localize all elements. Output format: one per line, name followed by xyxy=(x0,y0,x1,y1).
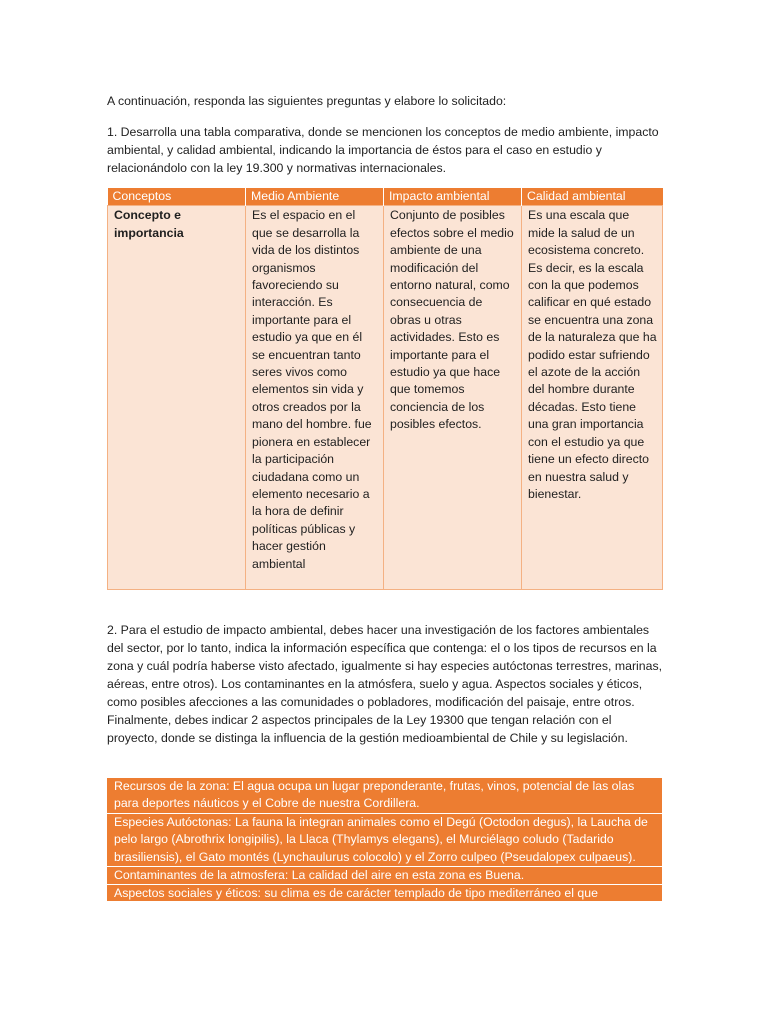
table-row xyxy=(108,206,663,590)
answer-contaminantes: Contaminantes de la atmosfera: La calidad del aire en esta zona es Buena. xyxy=(107,867,662,885)
answer-especies: Especies Autóctonas: La fauna la integran animales como el Degú (Octodon degus), la Laucha de pelo largo (Abrothrix longipilis), la Llaca (Thylamys elegans), el Murciélago coludo (Tadarido brasiliensis), el Gato montés (Lynchaulurus colocolo) y el Zorro culpeo (Pseudalopex culpaeus). xyxy=(107,814,662,867)
cell-medio-ambiente: Es el espacio en el que se desarrolla la vida de los distintos organismos favoreciendo su interacción. Es importante para el estudio ya que en él se encuentran tanto seres vivos como elementos sin vida y otros creados por la mano del hombre. fue pionera en establecer la participación ciudadana como un elemento necesario a la hora de definir políticas públicas y hacer gestión ambiental xyxy=(246,206,384,590)
answers-box xyxy=(107,778,662,901)
answer-recursos: Recursos de la zona: El agua ocupa un lugar preponderante, frutas, vinos, potencial de las olas para deportes náuticos y el Cobre de nuestra Cordillera. xyxy=(107,778,662,814)
header-impacto-ambiental: Impacto ambiental xyxy=(384,188,522,206)
header-calidad-ambiental: Calidad ambiental xyxy=(522,188,663,206)
question-1-text: 1. Desarrolla una tabla comparativa, donde se mencionen los conceptos de medio ambiente, impacto ambiental, y calidad ambiental, indicando la importancia de éstos para el caso en estudio y relacionándolo con la ley 19.300 y normativas internacionales. xyxy=(107,125,659,175)
intro-text: A continuación, responda las siguientes preguntas y elabore lo solicitado: xyxy=(107,94,507,108)
row-label: Concepto e importancia xyxy=(108,206,246,590)
header-conceptos: Conceptos xyxy=(108,188,246,206)
cell-calidad-ambiental: Es una escala que mide la salud de un ecosistema concreto. Es decir, es la escala con la que podemos calificar en qué estado se encuentra una zona de la naturaleza que ha podido estar sufriendo el azote de la acción del hombre durante décadas. Esto tiene una gran importancia con el estudio ya que tiene un efecto directo en nuestra salud y bienestar. xyxy=(522,206,663,590)
comparison-table xyxy=(107,188,663,590)
header-medio-ambiente: Medio Ambiente xyxy=(246,188,384,206)
answer-aspectos-sociales: Aspectos sociales y éticos: su clima es de carácter templado de tipo mediterráneo el que xyxy=(107,885,662,901)
question-2-text: 2. Para el estudio de impacto ambiental, debes hacer una investigación de los factores ambientales del sector, por lo tanto, indica la información específica que contenga: el o los tipos de recursos en la zona y cuál podría haberse visto afectado, igualmente si hay especies autóctonas terrestres, marinas, aéreas, entre otros). Los contaminantes en la atmósfera, suelo y agua. Aspectos sociales y éticos, como posibles afecciones a las comunidades o pobladores, modificación del paisaje, entre otros. Finalmente, debes indicar 2 aspectos principales de la Ley 19300 que tengan relación con el proyecto, donde se distinga la influencia de la gestión medioambiental de Chile y su legislación. xyxy=(107,623,663,745)
table-header-row xyxy=(108,188,663,206)
cell-impacto-ambiental: Conjunto de posibles efectos sobre el medio ambiente de una modificación del entorno natural, como consecuencia de obras u otras actividades. Esto es importante para el estudio ya que hace que tomemos conciencia de los posibles efectos. xyxy=(384,206,522,590)
